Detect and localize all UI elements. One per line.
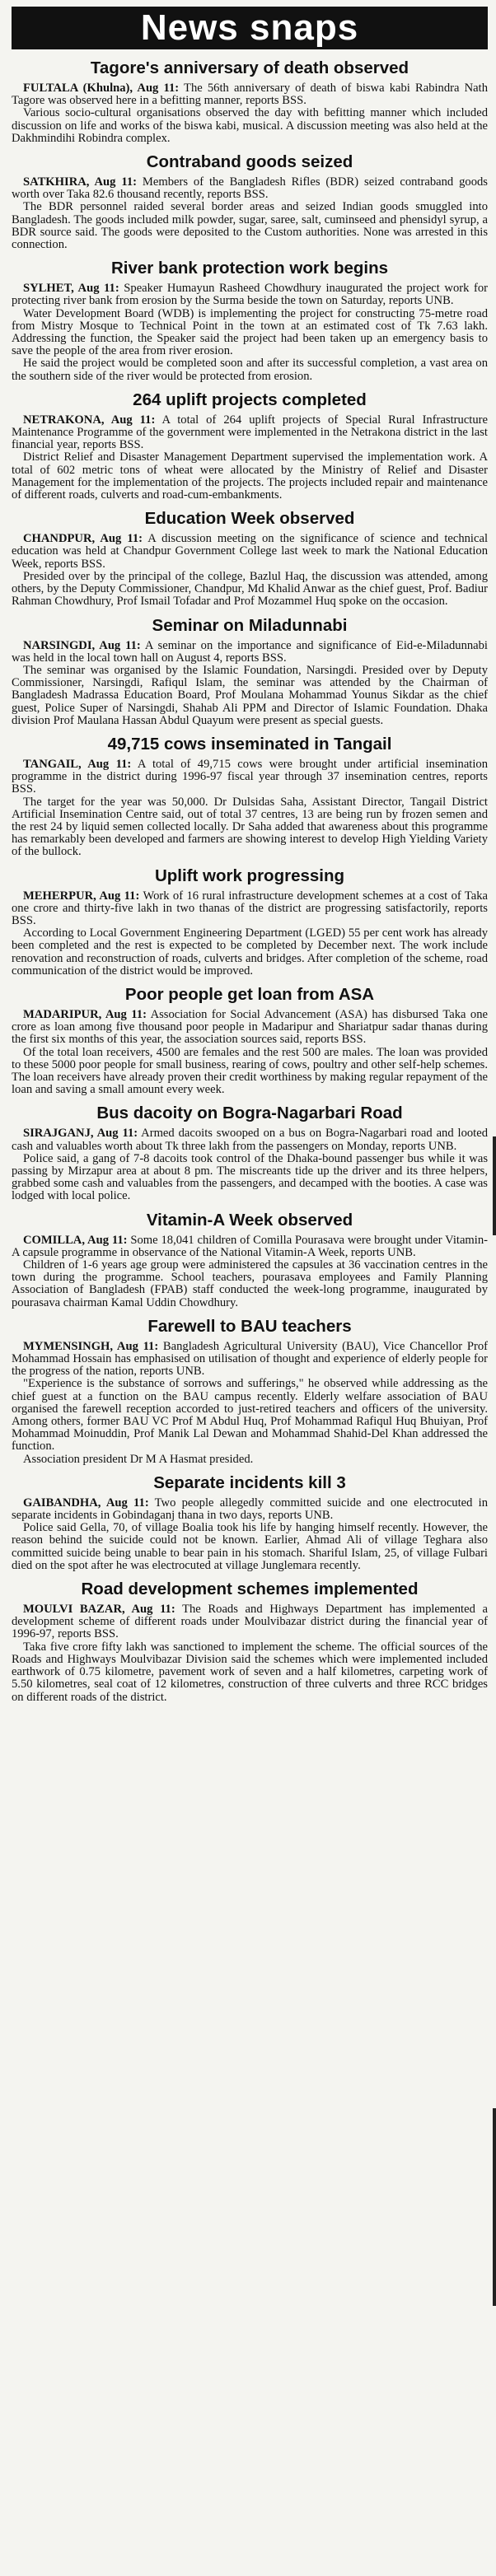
story-text: Association for Social Advancement (ASA) has disbursed Taka one crore as loan among five thousand poor people in Madaripur and Shariatpur sadar thanas during the first six months of this year, the association sources said, reports BSS.: [12, 1007, 488, 1047]
news-story: [12, 866, 488, 978]
story-text: Members of the Bangladesh Rifles (BDR) seized contraband goods worth over Taka 82.6 thousand recently, reports BSS.: [12, 175, 488, 202]
story-paragraph: [12, 927, 488, 978]
story-headline: 264 uplift projects completed: [133, 390, 367, 409]
story-headline: Poor people get loan from ASA: [124, 984, 375, 1004]
story-paragraph: [12, 414, 488, 452]
story-text: Children of 1-6 years age group were administered the capsules at 36 vaccination centres in the town during the programme. School teachers, pourasava employees and Family Planning Association of Bangladesh (FPAB) staff conducted the week-long programme, inaugurated by pourasava chairman Kamal Uddin Chowdhury.: [12, 1258, 488, 1309]
story-text: A total of 264 uplift projects of Special Rural Infrastructure Maintenance Programme of the government were implemented in the Netrakona district in the last financial year, reports BSS.: [12, 413, 488, 452]
story-text: Speaker Humayun Rasheed Chowdhury inaugurated the project work for protecting river bank from erosion by the Surma beside the town on Saturday, reports UNB.: [12, 282, 488, 308]
story-paragraph: [12, 1153, 488, 1203]
story-headline: Vitamin-A Week observed: [146, 1210, 353, 1230]
story-paragraph: [12, 1127, 488, 1152]
story-headline: Farewell to BAU teachers: [147, 1316, 352, 1336]
story-dateline: MADARIPUR, Aug 11:: [23, 1007, 147, 1021]
story-text: Various socio-cultural organisations observed the day with befitting manner which included discussion on life and works of the biswa kabi, musical. A discussion meeting was also held at the Dakhmindihi Robindra complex.: [12, 106, 488, 145]
story-paragraph: [12, 357, 488, 382]
story-paragraph: [12, 571, 488, 609]
story-paragraph: [12, 1047, 488, 1097]
story-text: Of the total loan receivers, 4500 are females and the rest 500 are males. The loan was provided to these 5000 poor people for small business, rearing of cows, poultry and other self-help schemes. The loan receivers have already proven their credit worthiness by making regular repayment of the loan and saving a small amount every week.: [12, 1045, 488, 1097]
story-paragraph: [12, 201, 488, 251]
story-headline: Seminar on Miladunnabi: [152, 615, 348, 635]
story-headline: Road development schemes implemented: [81, 1580, 419, 1599]
story-text: The target for the year was 50,000. Dr Dulsidas Saha, Assistant Director, Tangail District Artificial Insemination Centre said, out of total 37 centres, 13 are being run by frozen semen and the rest 24 by liquid semen collected locally. Dr Saha added that awareness about this programme has remarkably been developed and farmers are showing interest to develop High Yielding Variety of the bullock.: [12, 795, 488, 859]
story-text: The BDR personnel raided several border areas and seized Indian goods smuggled into Bangladesh. The goods included milk powder, sugar, saree, salt, cuminseed and phensidyl syrup, a BDR source said. The goods were deposited to the Custom authorities. None was arrested in this connection.: [12, 200, 488, 252]
story-paragraph: [12, 1522, 488, 1572]
story-text: Association president Dr M A Hasmat presided.: [23, 1452, 254, 1466]
story-dateline: MEHERPUR, Aug 11:: [23, 889, 140, 903]
story-paragraph: [12, 796, 488, 859]
story-text: The 56th anniversary of death of biswa kabi Rabindra Nath Tagore was observed here in a befitting manner, reports BSS.: [12, 82, 488, 108]
story-paragraph: [12, 665, 488, 727]
story-headline: Education Week observed: [144, 509, 355, 529]
story-text: According to Local Government Engineering Department (LGED) 55 per cent work has already been completed and the rest is expected to be completed by December next. The work include renovation and reconstruction of roads, culverts and bridges. After completion of the scheme, road communication of the district would be improved.: [12, 926, 488, 978]
story-text: He said the project would be completed soon and after its successful completion, a vast area on the southern side of the river would be protected from erosion.: [12, 357, 488, 383]
story-dateline: SYLHET, Aug 11:: [23, 282, 119, 296]
story-text: Work of 16 rural infrastructure development schemes at a cost of Taka one crore and thirty-five lakh in two thanas of the district are progressing satisfactorily, reports BSS.: [12, 889, 488, 927]
news-story: [12, 508, 488, 608]
story-dateline: MYMENSINGH, Aug 11:: [23, 1339, 159, 1353]
story-text: The Roads and Highways Department has implemented a development scheme of different roads under Moulvibazar district during the financial year of 1996-97, reports BSS.: [12, 1603, 488, 1641]
story-text: A discussion meeting on the significance of science and technical education was held at Chandpur Government College last week to mark the National Education Week, reports BSS.: [12, 532, 489, 571]
story-dateline: MOULVI BAZAR, Aug 11:: [23, 1603, 175, 1617]
story-paragraph: [12, 890, 488, 928]
news-story: [12, 615, 488, 727]
news-story: [12, 1579, 488, 1704]
story-paragraph: [12, 758, 488, 796]
story-text: "Experience is the substance of sorrows and sufferings," he observed while addressing as the chief guest at a function on the BAU campus recently. Elderly welfare association of BAU organised the farewell reception accorded to just-retired teachers and officers of the university. Among others, former BAU VC Prof M Abdul Huq, Prof Mohammad Rafiqul Huq Bhuiyan, Prof Mohammad Moinuddin, Prof Manik Lal Dewan and Mohammad Shahid-Del Khan addressed the function.: [12, 1377, 488, 1454]
story-dateline: GAIBANDHA, Aug 11:: [23, 1496, 149, 1510]
story-headline: River bank protection work begins: [110, 259, 389, 278]
story-text: Taka five crore fifty lakh was sanctioned to implement the scheme. The official sources of the Roads and Highways Moulvibazar Division said the schemes which were implemented included earthwork of 0.75 kilometre, pavement work of seven and a half kilometres, carpeting work of 5.50 kilometres, seal coat of 12 kilometres, construction of three culverts and three RCC bridges on different roads of the district.: [12, 1640, 488, 1704]
story-paragraph: [12, 1341, 488, 1379]
story-headline: Separate incidents kill 3: [153, 1472, 346, 1492]
story-dateline: CHANDPUR, Aug 11:: [23, 532, 143, 546]
story-paragraph: [12, 1009, 488, 1047]
story-text: A total of 49,715 cows were brought under artificial insemination programme in the district during 1996-97 fiscal year through 37 insemination centres, reports BSS.: [12, 757, 488, 796]
story-paragraph: [12, 1497, 488, 1522]
story-text: Presided over by the principal of the college, Bazlul Haq, the discussion was attended, among others, by the Deputy Commissioner, Chandpur, Md Khalid Anwar as the chief guest, Prof. Badiur Rahman Chowdhury, Prof Ismail Tofadar and Prof Mozammel Huq spoke on the occasion.: [12, 569, 488, 609]
story-text: A seminar on the importance and significance of Eid-e-Miladunnabi was held in the local town hall on August 4, reports BSS.: [12, 638, 488, 665]
story-text: The seminar was organised by the Islamic Foundation, Narsingdi. Presided over by Deputy Commissioner, Narsingdi, Rafiqul Islam, the seminar was attended by the Chairman of Bangladesh Madrassa Education Board, Prof Moulana Mohammad Younus Sikdar as the chief guest, Police Super of Narsingdi, Shahab Ali PPM and Director of Islamic Foundation. Dhaka division Prof Maulana Hassan Abdul Quayum were present as special guests.: [12, 663, 488, 727]
news-story: [12, 1472, 488, 1572]
story-text: Armed dacoits swooped on a bus on Bogra-Nagarbari road and looted cash and valuables worth about Tk three lakh from the passengers on Monday, reports UNB.: [12, 1127, 489, 1153]
story-paragraph: [12, 1454, 488, 1466]
story-headline: Bus dacoity on Bogra-Nagarbari Road: [96, 1104, 403, 1123]
story-dateline: SATKHIRA, Aug 11:: [23, 175, 137, 189]
story-headline: Uplift work progressing: [154, 866, 345, 885]
story-paragraph: [12, 1641, 488, 1704]
story-dateline: NARSINGDI, Aug 11:: [23, 638, 141, 652]
story-paragraph: [12, 308, 488, 358]
story-paragraph: [12, 82, 488, 107]
news-story: [12, 152, 488, 251]
story-headline: 49,715 cows inseminated in Tangail: [107, 734, 392, 754]
story-text: Water Development Board (WDB) is implementing the project for constructing 75-metre road from Mistry Mosque to Technical Point in the town at an estimated cost of Tk 7.63 lakh. Addressing the function, the Speaker said the project had been taken up an emergency basis to save the people of the area from river erosion.: [12, 306, 488, 358]
story-paragraph: [12, 1603, 488, 1641]
story-paragraph: [12, 451, 488, 502]
story-paragraph: [12, 176, 488, 201]
news-story: [12, 1210, 488, 1309]
story-dateline: TANGAIL, Aug 11:: [23, 757, 132, 771]
edge-bar-left-column-1: [493, 1136, 496, 1235]
story-dateline: FULTALA (Khulna), Aug 11:: [23, 82, 180, 95]
story-dateline: NETRAKONA, Aug 11:: [23, 413, 156, 427]
story-text: Two people allegedly committed suicide and one electrocuted in separate incidents in Gobindaganj thana in two days, reports UNB.: [12, 1496, 488, 1523]
news-story: [12, 258, 488, 383]
story-paragraph: [12, 1234, 488, 1259]
news-story: [12, 1103, 488, 1202]
story-headline: Tagore's anniversary of death observed: [90, 58, 409, 77]
story-paragraph: [12, 1259, 488, 1309]
news-story: [12, 58, 488, 145]
news-story: [12, 390, 488, 502]
story-headline: Contraband goods seized: [146, 152, 353, 172]
story-dateline: SIRAJGANJ, Aug 11:: [23, 1127, 138, 1141]
story-paragraph: [12, 640, 488, 665]
story-text: Police said, a gang of 7-8 dacoits took control of the Dhaka-bound passenger bus while it was passing by Mirzapur area at about 8 pm. The miscreants tide up the driver and its three helpers, grabbed some cash and valuables from the passengers, and decamped with the booties. A case was lodged with local police.: [12, 1151, 488, 1203]
edge-bar-left-column-2: [493, 2108, 496, 2306]
story-text: Some 18,041 children of Comilla Pourasava were brought under Vitamin-A capsule programme in observance of the National Vitamin-A Week, reports UNB.: [12, 1233, 488, 1259]
stories-column: [12, 58, 488, 1704]
masthead-title: News snaps: [12, 7, 488, 49]
story-text: Bangladesh Agricultural University (BAU), Vice Chancellor Prof Mohammad Hossain has emphasised on utilisation of thought and experience of elderly people for the progress of the nation, reports UNB.: [12, 1339, 488, 1379]
story-paragraph: [12, 533, 488, 571]
news-story: [12, 734, 488, 859]
story-text: Police said Gella, 70, of village Boalia took his life by hanging himself recently. However, the reason behind the suicide could not be known. Earlier, Ahmad Ali of village Teghara also committed suicide being unable to bear pain in his stomach. Shariful Islam, 25, of village Fulbari died on the spot after he was electrocuted at village Junglemara recently.: [12, 1521, 488, 1572]
story-paragraph: [12, 107, 488, 145]
news-story: [12, 1316, 488, 1466]
news-story: [12, 984, 488, 1096]
story-dateline: COMILLA, Aug 11:: [23, 1233, 128, 1247]
story-paragraph: [12, 1378, 488, 1453]
story-paragraph: [12, 282, 488, 307]
story-text: District Relief and Disaster Management Department supervised the implementation work. A total of 602 metric tons of wheat were allocated by the Ministry of Relief and Disaster Management for the implementation of the projects. The projects included repair and maintenance of different roads, culverts and road-cum-embankments.: [12, 450, 488, 502]
